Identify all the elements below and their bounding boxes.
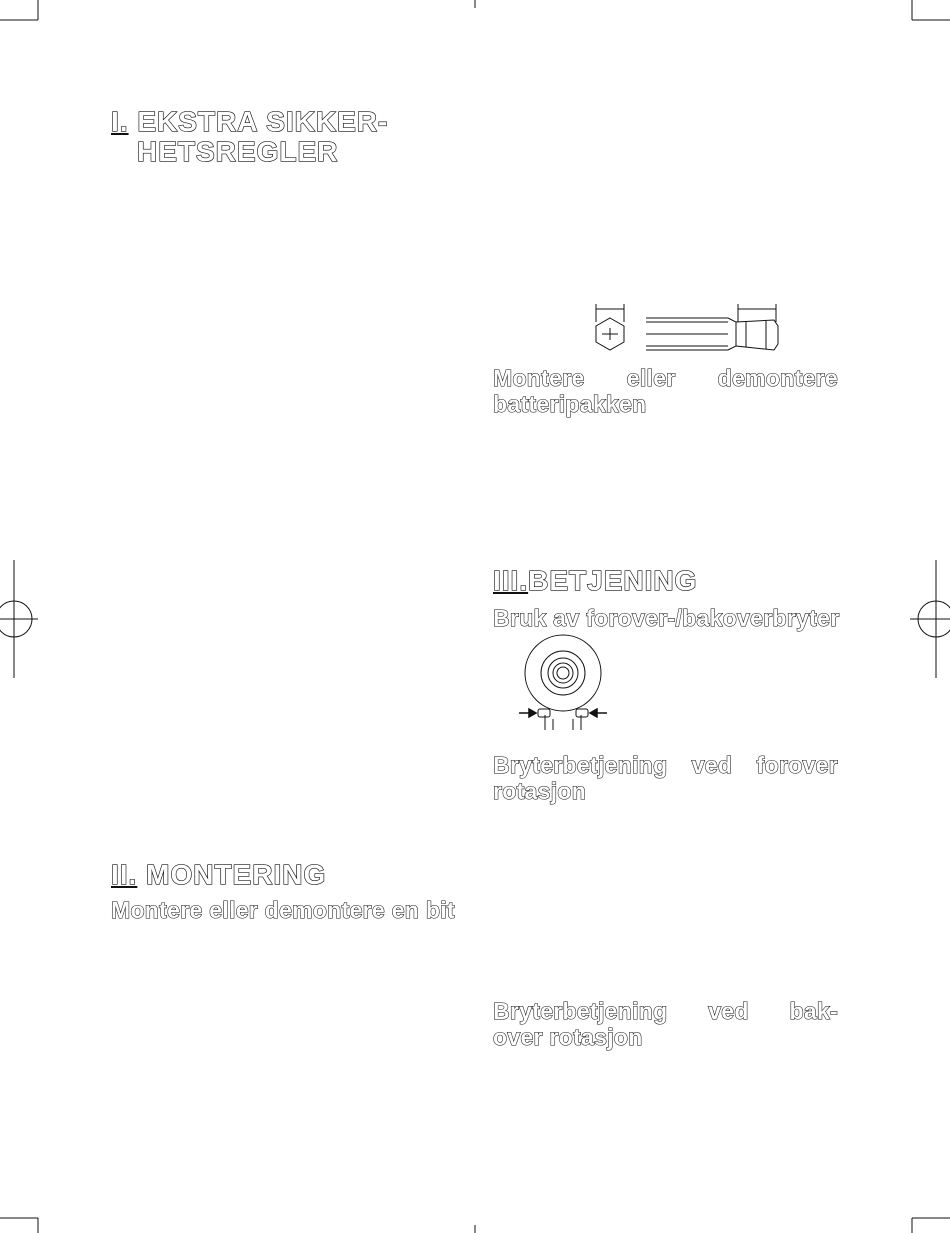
section-1-title-line-1: EKSTRA SIKKER-	[137, 106, 389, 137]
section-2-subtitle: Montere eller demontere en bit	[111, 897, 455, 923]
section-2-title: MONTERING	[146, 859, 327, 890]
battery-heading-line-2: batteripakken	[493, 391, 647, 417]
section-3-heading	[493, 566, 697, 596]
registration-mark-right	[905, 560, 950, 680]
section-2-heading	[111, 860, 326, 890]
section-1-numeral: I.	[111, 106, 129, 137]
section-1-title-line-2: HETSREGLER	[137, 136, 339, 167]
forward-heading	[493, 752, 838, 804]
forward-heading-line-1: Bryterbetjening ved forover	[493, 752, 838, 778]
registration-mark-left	[0, 560, 60, 680]
battery-heading-line-1: Montere eller demontere	[493, 365, 838, 391]
switch-diagram	[515, 635, 625, 735]
section-3-subtitle: Bruk av forover-/bakoverbryter	[493, 605, 840, 631]
battery-heading	[493, 365, 838, 417]
section-3-numeral: III.	[493, 565, 529, 596]
section-1-line-1	[111, 107, 388, 137]
hex-bit-diagram	[588, 300, 788, 360]
reverse-heading	[493, 998, 838, 1050]
forward-heading-line-2: rotasjon	[493, 778, 587, 804]
reverse-heading-line-2: over rotasjon	[493, 1024, 643, 1050]
section-2-numeral: II.	[111, 859, 138, 890]
reverse-heading-line-1: Bryterbetjening ved bak-	[493, 998, 838, 1024]
section-1-heading	[111, 107, 388, 167]
section-3-title: BETJENING	[528, 565, 698, 596]
